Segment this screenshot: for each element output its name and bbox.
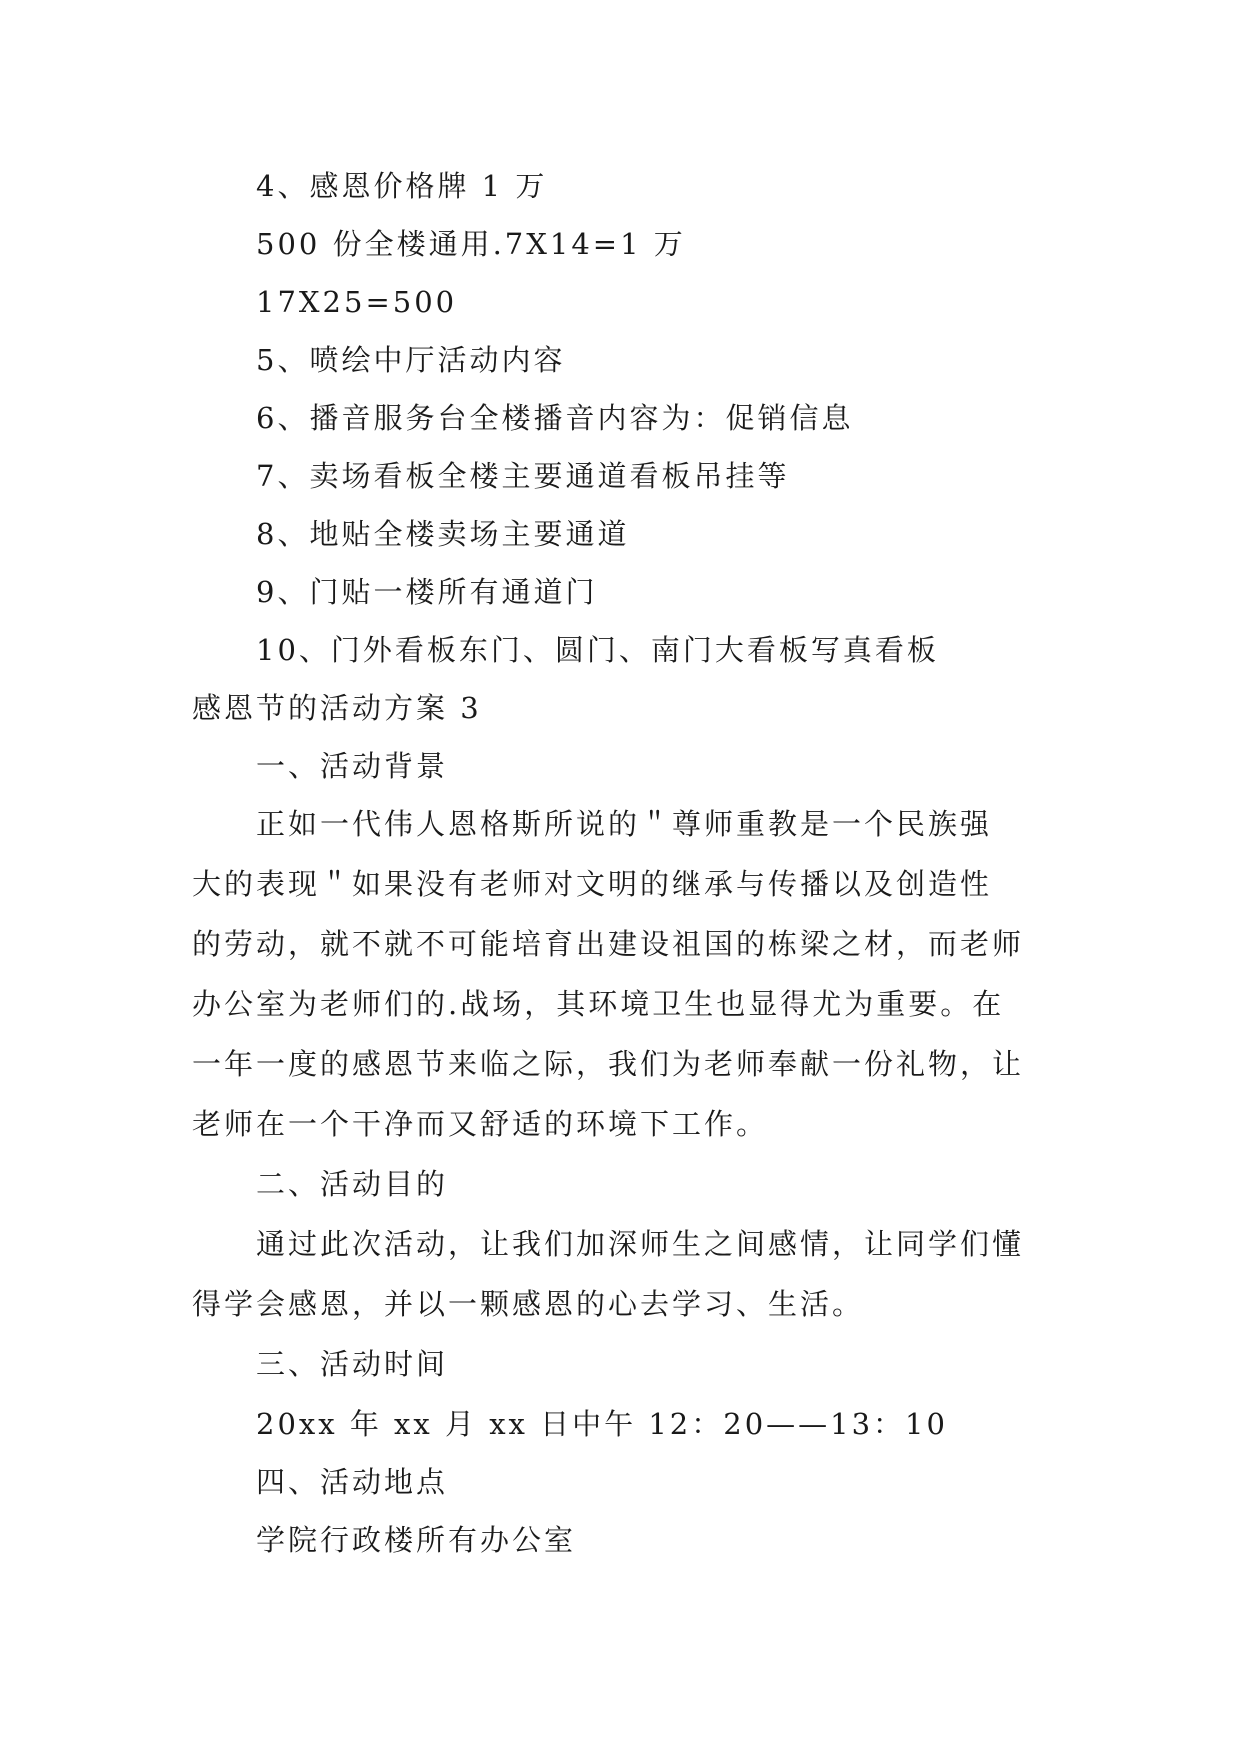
list-item: 7、卖场看板全楼主要通道看板吊挂等 — [256, 459, 790, 493]
list-item: 4、感恩价格牌 1 万 — [256, 169, 548, 203]
place-value: 学院行政楼所有办公室 — [256, 1523, 577, 1557]
time-heading: 三、活动时间 — [256, 1347, 449, 1381]
list-item: 6、播音服务台全楼播音内容为：促销信息 — [256, 401, 854, 435]
place-heading: 四、活动地点 — [256, 1465, 449, 1499]
section-title: 感恩节的活动方案 3 — [192, 691, 482, 725]
paragraph-line: 老师在一个干净而又舒适的环境下工作。 — [192, 1107, 769, 1141]
list-item: 10、门外看板东门、圆门、南门大看板写真看板 — [256, 633, 939, 667]
paragraph-line: 正如一代伟人恩格斯所说的＂尊师重教是一个民族强 — [256, 807, 993, 841]
list-item: 8、地贴全楼卖场主要通道 — [256, 517, 630, 551]
paragraph-line: 通过此次活动，让我们加深师生之间感情，让同学们懂 — [256, 1227, 1025, 1261]
purpose-heading: 二、活动目的 — [256, 1167, 449, 1201]
paragraph-line: 办公室为老师们的.战场，其环境卫生也显得尤为重要。在 — [192, 987, 1005, 1021]
time-value: 20xx 年 xx 月 xx 日中午 12：20——13：10 — [256, 1407, 948, 1441]
background-heading: 一、活动背景 — [256, 749, 449, 783]
list-item: 17X25=500 — [256, 285, 458, 319]
paragraph-line: 一年一度的感恩节来临之际，我们为老师奉献一份礼物，让 — [192, 1047, 1025, 1081]
list-item: 500 份全楼通用.7X14=1 万 — [256, 227, 686, 261]
paragraph-line: 大的表现＂如果没有老师对文明的继承与传播以及创造性 — [192, 867, 993, 901]
paragraph-line: 得学会感恩，并以一颗感恩的心去学习、生活。 — [192, 1287, 865, 1321]
list-item: 5、喷绘中厅活动内容 — [256, 343, 566, 377]
paragraph-line: 的劳动，就不就不可能培育出建设祖国的栋梁之材，而老师 — [192, 927, 1025, 961]
list-item: 9、门贴一楼所有通道门 — [256, 575, 598, 609]
